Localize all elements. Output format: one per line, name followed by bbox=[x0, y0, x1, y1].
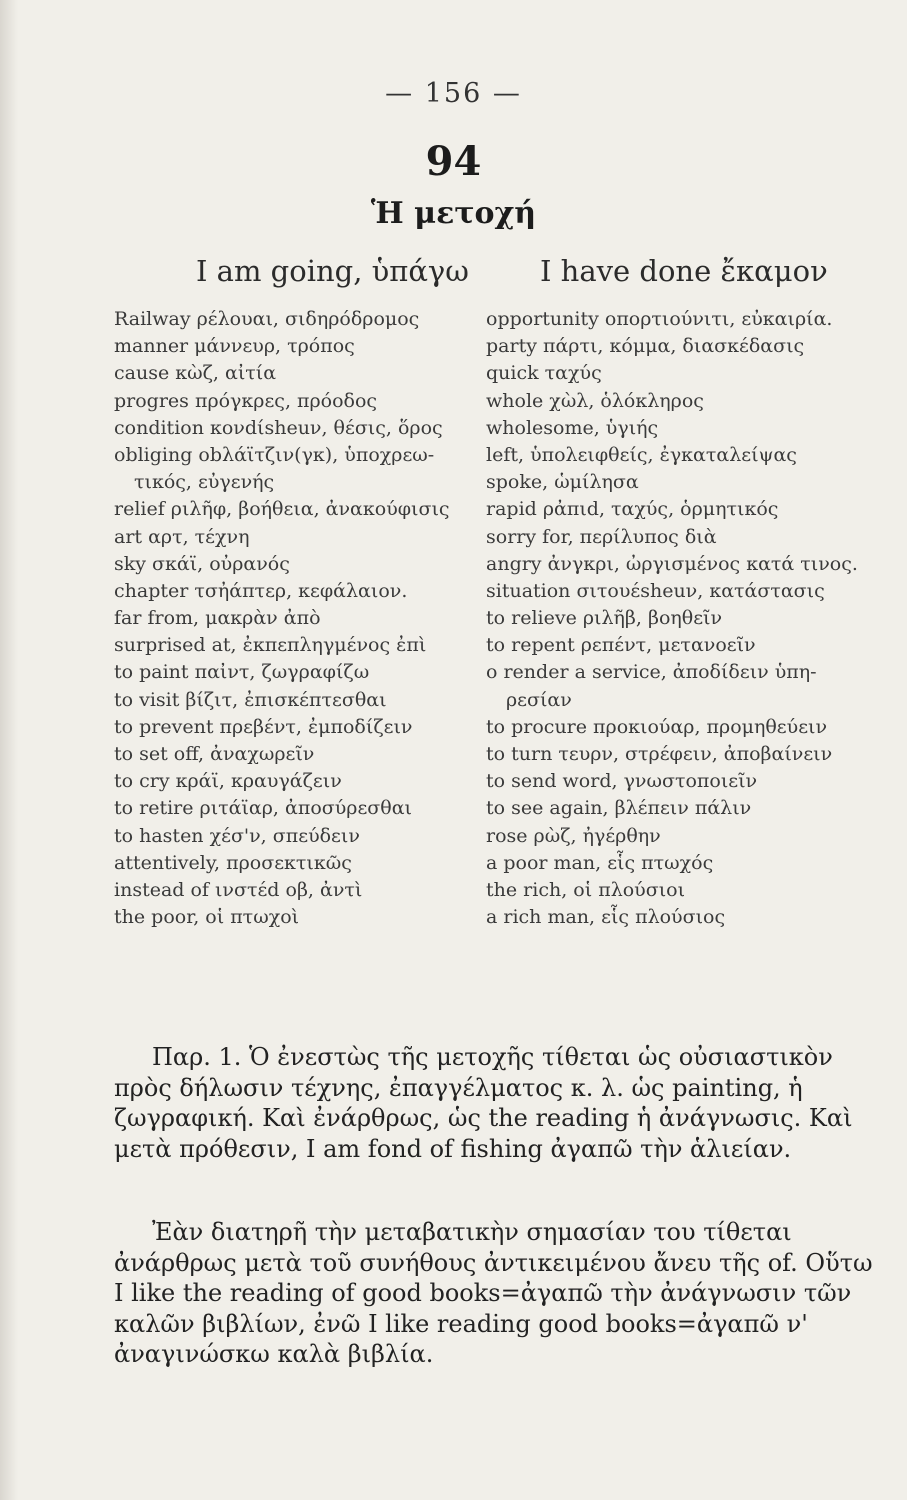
vocab-entry: cause κὼζ, αἰτία bbox=[114, 362, 277, 385]
vocab-entry: far from, μακρὰν ἀπὸ bbox=[114, 607, 321, 630]
vocab-entry: to send word, γνωστοποιεῖν bbox=[486, 770, 758, 793]
lesson-number: 94 bbox=[425, 138, 482, 185]
lesson-title: Ἡ μετοχή bbox=[370, 196, 537, 231]
vocab-entry: angry ἀνγκρι, ὠργισμένος κατά τινος. bbox=[486, 552, 858, 575]
vocab-entry: to relieve ριλῆβ, βοηθεῖν bbox=[486, 607, 723, 630]
vocab-entry: to cry κράϊ, κραυγάζειν bbox=[114, 770, 342, 793]
vocab-entry: to prevent πρεβέντ, ἐμποδίζειν bbox=[114, 715, 413, 738]
vocab-entry: chapter τσἠάπτερ, κεφάλαιον. bbox=[114, 579, 408, 602]
vocab-entry: to hasten χέσ'ν, σπεύδειν bbox=[114, 824, 360, 847]
vocab-entry: attentively, προσεκτικῶς bbox=[114, 851, 352, 874]
vocab-entry-continuation: ρεσίαν bbox=[506, 688, 572, 711]
vocab-entry-continuation: τικός, εὐγενής bbox=[134, 471, 275, 494]
vocab-entry: the poor, οἱ πτωχοὶ bbox=[114, 906, 300, 929]
vocab-entry: progres πρόγκρες, πρόοδος bbox=[114, 389, 378, 412]
vocab-entry: sky σκάϊ, οὐρανός bbox=[114, 552, 290, 575]
page-number: — 156 — bbox=[385, 78, 522, 109]
vocab-entry: whole χὼλ, ὁλόκληρος bbox=[486, 389, 704, 412]
vocab-entry: rose ρὼζ, ἠγέρθην bbox=[486, 824, 661, 847]
vocab-entry: to turn τευρν, στρέφειν, ἀποβαίνειν bbox=[486, 743, 833, 765]
vocab-entry: to repent ρεπέντ, μετανοεῖν bbox=[486, 634, 756, 657]
vocab-entry: sorry for, περίλυπος διὰ bbox=[486, 525, 717, 548]
vocab-entry: Railway ρέλουαι, σιδηρόδρομος bbox=[114, 308, 420, 330]
vocab-entry: situation σιτουέsheuν, κατάστασις bbox=[486, 579, 825, 602]
vocab-entry: to set off, ἀναχωρεῖν bbox=[114, 743, 315, 765]
vocab-entry: wholesome, ὑγιής bbox=[486, 416, 659, 439]
vocab-entry: to procure προκιούαρ, προμηθεύειν bbox=[486, 715, 828, 738]
vocab-entry: art αρτ, τέχνη bbox=[114, 525, 250, 548]
vocab-entry: to visit βίζιτ, ἐπισκέπτεσθαι bbox=[114, 688, 387, 711]
vocab-entry: rapid ρἀπιd, ταχύς, ὁρμητικός bbox=[486, 498, 779, 521]
vocab-entry: relief ριλῆφ, βοήθεια, ἀνακούφισις bbox=[114, 498, 450, 521]
vocab-entry: opportunity οπορτιούνιτι, εὐκαιρία. bbox=[486, 308, 833, 330]
vocab-entry: party πάρτι, κόμμα, διασκέδασις bbox=[486, 335, 805, 358]
vocab-entry: the rich, οἱ πλούσιοι bbox=[486, 878, 686, 901]
grammar-note-paragraph-1: Παρ. 1. Ὁ ἐνεστὼς τῆς μετοχῆς τίθεται ὡς οὐσιαστικὸν πρὸς δήλωσιν τέχνης, ἐπαγγέλματος κ. λ. ὡς painting, ἡ ζωγραφική. Καὶ ἐνάρθρως, ὡς the reading ἡ ἀνάγνωσις. Καὶ μετὰ πρόθεσιν, I am fond of fishing ἀγαπῶ τὴν ἁλιείαν. bbox=[114, 1043, 853, 1163]
vocab-list-left bbox=[114, 306, 484, 931]
right-column-heading: I have done ἔκαμον bbox=[540, 254, 828, 288]
vocab-entry: surprised at, ἐκπεπληγμένος ἐπὶ bbox=[114, 634, 427, 657]
vocab-entry: a rich man, εἷς πλούσιος bbox=[486, 906, 726, 929]
vocab-entry: to see again, βλέπειν πάλιν bbox=[486, 797, 752, 820]
vocab-entry: obliging obλάϊτζιν(γκ), ὑποχρεω- bbox=[114, 443, 435, 466]
vocab-entry: to retire ριτάϊαρ, ἀποσύρεσθαι bbox=[114, 797, 412, 820]
vocab-entry: o render a service, ἀποδίδειν ὑπη- bbox=[486, 661, 817, 684]
left-column-heading: I am going, ὑπάγω bbox=[196, 254, 469, 288]
vocab-entry: quick ταχύς bbox=[486, 362, 602, 385]
vocab-entry: spoke, ὡμίλησα bbox=[486, 471, 639, 494]
vocab-entry: condition κονdίsheuν, θέσις, ὅρος bbox=[114, 416, 443, 439]
vocab-entry: instead of ινστέd οβ, ἀντὶ bbox=[114, 878, 363, 901]
vocab-list-right bbox=[486, 306, 896, 931]
vocab-entry: left, ὑπολειφθείς, ἐγκαταλείψας bbox=[486, 443, 797, 466]
grammar-note-paragraph-2: Ἐὰν διατηρῆ τὴν μεταβατικὴν σημασίαν του τίθεται ἀνάρθρως μετὰ τοῦ συνήθους ἀντικειμένου ἄνευ τῆς of. Οὕτω I like the reading of good books=ἀγαπῶ τὴν ἀνάγνωσιν τῶν καλῶν βιβλίων, ἐνῶ I like reading good books=ἀγαπῶ ν' ἀναγινώσκω καλὰ βιβλία. bbox=[114, 1218, 873, 1368]
vocab-entry: manner μάννευρ, τρόπος bbox=[114, 335, 355, 358]
vocab-entry: a poor man, εἷς πτωχός bbox=[486, 851, 714, 874]
vocab-entry: to paint παἰντ, ζωγραφίζω bbox=[114, 661, 370, 684]
